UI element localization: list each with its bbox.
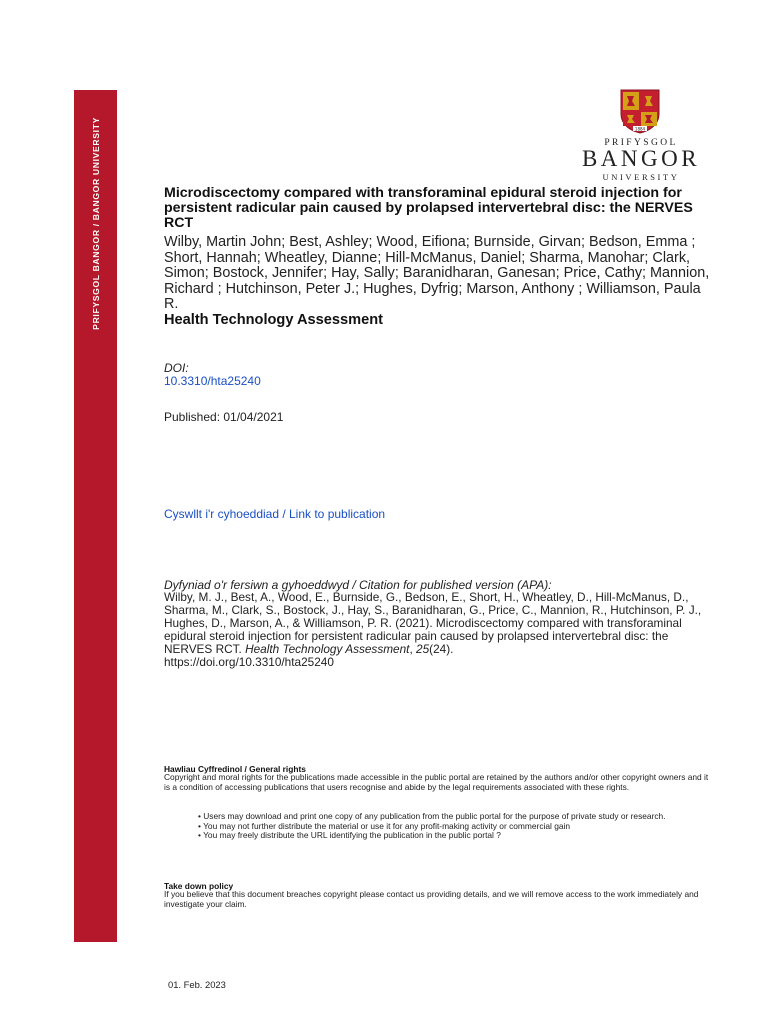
citation-label: Dyfyniad o'r fersiwn a gyhoeddwyd / Citation for published version (APA): bbox=[164, 578, 552, 592]
citation-url[interactable]: https://doi.org/10.3310/hta25240 bbox=[164, 655, 334, 669]
takedown-text: If you believe that this document breaches copyright please contact us providing details, and we will remove access to the work immediately and investigate your claim. bbox=[164, 889, 699, 909]
crest-year: 1884 bbox=[634, 126, 646, 132]
publication-link[interactable]: Cyswllt i'r cyhoeddiad / Link to publication bbox=[164, 507, 386, 521]
rights-heading: Hawliau Cyffredinol / General rights bbox=[164, 764, 306, 774]
doi-label: DOI: bbox=[164, 361, 189, 375]
journal-name: Health Technology Assessment bbox=[164, 312, 383, 328]
red-sidebar bbox=[74, 90, 117, 942]
footer-date: 01. Feb. 2023 bbox=[168, 979, 226, 990]
rights-bullet-3: • You may freely distribute the URL identifying the publication in the public portal ? bbox=[198, 830, 501, 841]
doi-link[interactable]: 10.3310/hta25240 bbox=[164, 374, 261, 388]
crest-icon bbox=[617, 88, 663, 134]
takedown-heading: Take down policy bbox=[164, 881, 234, 891]
logo-suffix: UNIVERSITY bbox=[602, 172, 680, 182]
rights-list bbox=[164, 812, 709, 841]
logo-name: BANGOR bbox=[581, 146, 701, 171]
citation-separator: , bbox=[409, 642, 417, 656]
published-date: Published: 01/04/2021 bbox=[164, 410, 284, 424]
citation-journal: Health Technology Assessment bbox=[245, 642, 410, 656]
rights-bullet-2: • You may not further distribute the material or use it for any profit-making activity or commercial gain bbox=[198, 820, 571, 831]
citation-text bbox=[164, 591, 712, 669]
sidebar-university-text: PRIFYSGOL BANGOR / BANGOR UNIVERSITY bbox=[91, 117, 101, 330]
logo-prefix: PRIFYSGOL bbox=[604, 138, 678, 148]
citation-body: Wilby, M. J., Best, A., Wood, E., Burnside, G., Bedson, E., Short, H., Wheatley, D., Hill-McManus, D., Sharma, M., Clark, S., Bostock, J., Hay, S., Baranidharan, G., Price, C., Mannion, R., Hutchinson, P. J., Hughes, D., Marson, A., & Williamson, P. R. (2021). Microdiscectomy compared with transforaminal epidural steroid injection for persistent radicular pain caused by prolapsed intervertebral disc: the NERVES RCT. bbox=[164, 590, 702, 656]
citation-volume: 25 bbox=[416, 642, 430, 656]
citation-issue: (24). bbox=[429, 642, 454, 656]
paper-title: Microdiscectomy compared with transforaminal epidural steroid injection for persistent radicular pain caused by prolapsed intervertebral disc: the NERVES RCT bbox=[164, 185, 693, 232]
rights-bullet-1: • Users may download and print one copy of any publication from the public portal for the purpose of private study or research. bbox=[198, 811, 666, 821]
rights-text: Copyright and moral rights for the publications made accessible in the public portal are retained by the authors and/or other copyright owners and it is a condition of accessing publications that users recognise and abide by the legal requirements associated with these rights. bbox=[164, 772, 709, 792]
author-list: Wilby, Martin John; Best, Ashley; Wood, Eifiona; Burnside, Girvan; Bedson, Emma ; Short, Hannah; Wheatley, Dianne; Hill-McManus, Daniel; Sharma, Manohar; Clark, Simon; Bostock, Jennifer; Hay, Sally; Baranidharan, Ganesan; Price, Cathy; Mannion, Richard ; Hutchinson, Peter J.; Hughes, Dyfrig; Marson, Anthony ; Williamson, Paula R. bbox=[164, 234, 710, 313]
